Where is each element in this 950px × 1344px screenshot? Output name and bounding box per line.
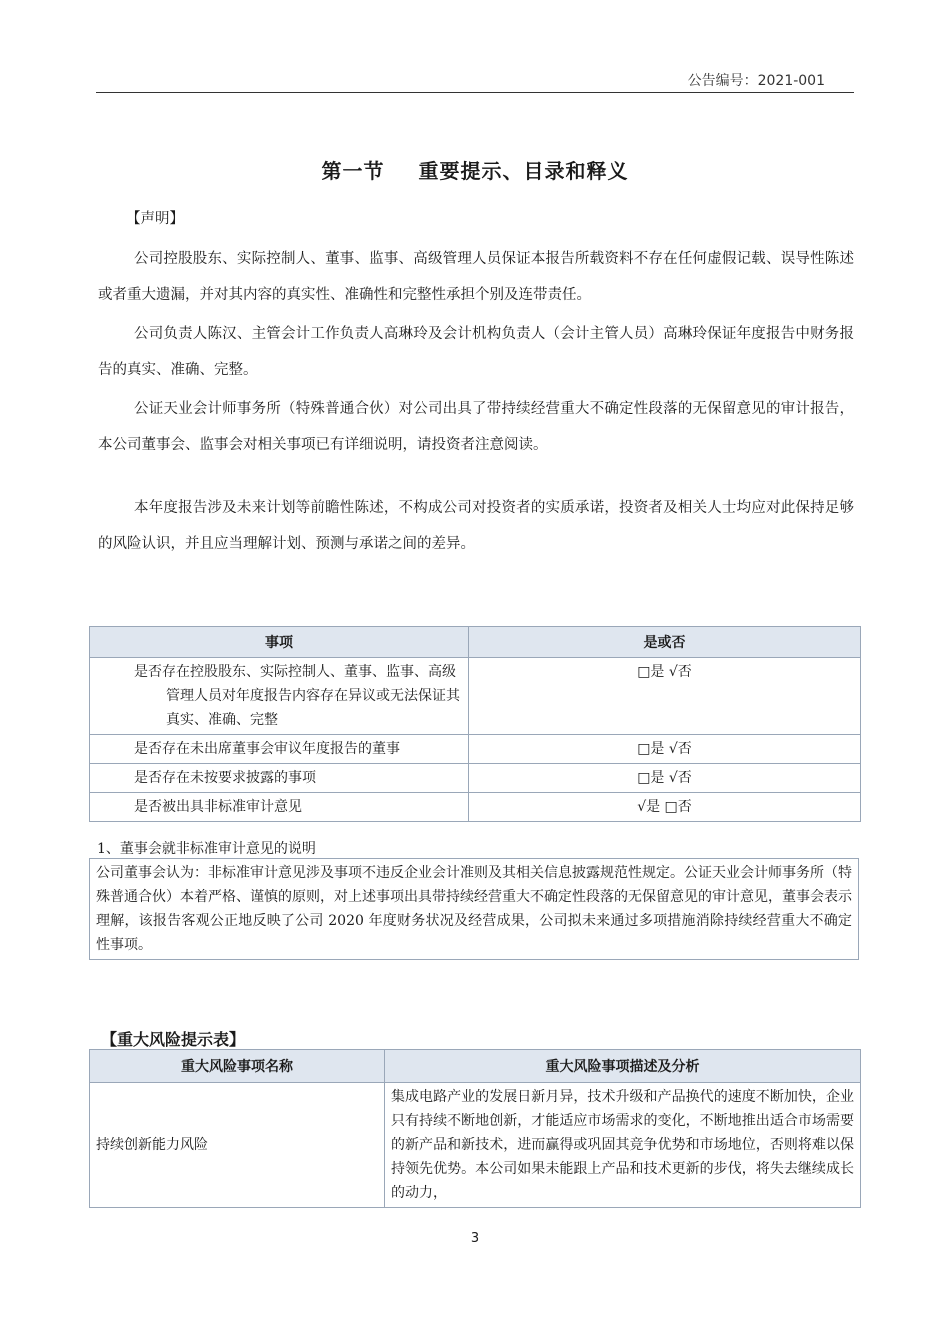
column-header-risk-name: 重大风险事项名称 [90,1050,385,1083]
table-header-row [90,627,861,658]
matter-answer: √是 □否 [469,793,861,822]
risk-table-title: 【重大风险提示表】 [101,1030,246,1049]
risk-table [89,1049,861,1208]
table-row [90,764,861,793]
column-header-answer: 是或否 [469,627,861,658]
column-header-item: 事项 [90,627,469,658]
header-divider [96,92,854,93]
section-title [0,155,950,184]
paragraph-guarantee: 公司控股股东、实际控制人、董事、监事、高级管理人员保证本报告所载资料不存在任何虚假记载、误导性陈述或者重大遗漏，并对其内容的真实性、准确性和完整性承担个别及连带责任。 [98,251,854,303]
section-number: 第一节 [321,159,385,183]
board-explanation-text: 公司董事会认为：非标准审计意见涉及事项不违反企业会计准则及其相关信息披露规范性规定。公证天业会计师事务所（特殊普通合伙）本着严格、谨慎的原则，对上述事项出具带持续经营重大不确定性段落的无保留意见的审计意见，董事会表示理解，该报告客观公正地反映了公司 2020 年度财务状况及经营成果，公司拟未来通过多项措施消除持续经营重大不确定性事项。 [89,858,859,960]
matter-answer: □是 √否 [469,735,861,764]
table-header-row [90,1050,861,1083]
risk-description: 集成电路产业的发展日新月异，技术升级和产品换代的速度不断加快，企业只有持续不断地创新，才能适应市场需求的变化，不断地推出适合市场需要的新产品和新技术，进而赢得或巩固其竞争优势和市场地位，否则将难以保持领先优势。本公司如果未能跟上产品和技术更新的步伐，将失去继续成长的动力， [385,1083,861,1208]
table-row [90,735,861,764]
table-row [90,658,861,735]
matter-item: 是否被出具非标准审计意见 [90,793,469,822]
section-heading: 重要提示、目录和释义 [418,159,629,183]
table-row [90,793,861,822]
paragraph-forward-looking: 本年度报告涉及未来计划等前瞻性陈述，不构成公司对投资者的实质承诺，投资者及相关人士均应对此保持足够的风险认识，并且应当理解计划、预测与承诺之间的差异。 [98,500,854,552]
matters-table [89,626,861,822]
matter-answer: □是 √否 [469,658,861,735]
matter-item: 是否存在未按要求披露的事项 [90,764,469,793]
matter-item: 是否存在未出席董事会审议年度报告的董事 [90,735,469,764]
page-number: 3 [470,1231,480,1246]
column-header-risk-desc: 重大风险事项描述及分析 [385,1050,861,1083]
table-row [90,1083,861,1208]
risk-name: 持续创新能力风险 [90,1083,385,1208]
paragraph-auditor: 公证天业会计师事务所（特殊普通合伙）对公司出具了带持续经营重大不确定性段落的无保留意见的审计报告，本公司董事会、监事会对相关事项已有详细说明，请投资者注意阅读。 [98,401,854,453]
statement-label: 【声明】 [126,211,184,227]
paragraph-responsible-persons: 公司负责人陈汉、主管会计工作负责人高琳玲及会计机构负责人（会计主管人员）高琳玲保证年度报告中财务报告的真实、准确、完整。 [98,326,854,378]
board-explanation-title: 1、董事会就非标准审计意见的说明 [97,841,316,857]
matter-item [90,658,469,735]
announcement-number: 公告编号：2021-001 [687,73,825,89]
matter-item-text: 是否存在控股股东、实际控制人、董事、监事、高级管理人员对年度报告内容存在异议或无法保证其真实、准确、完整 [134,664,460,728]
matter-answer: □是 √否 [469,764,861,793]
